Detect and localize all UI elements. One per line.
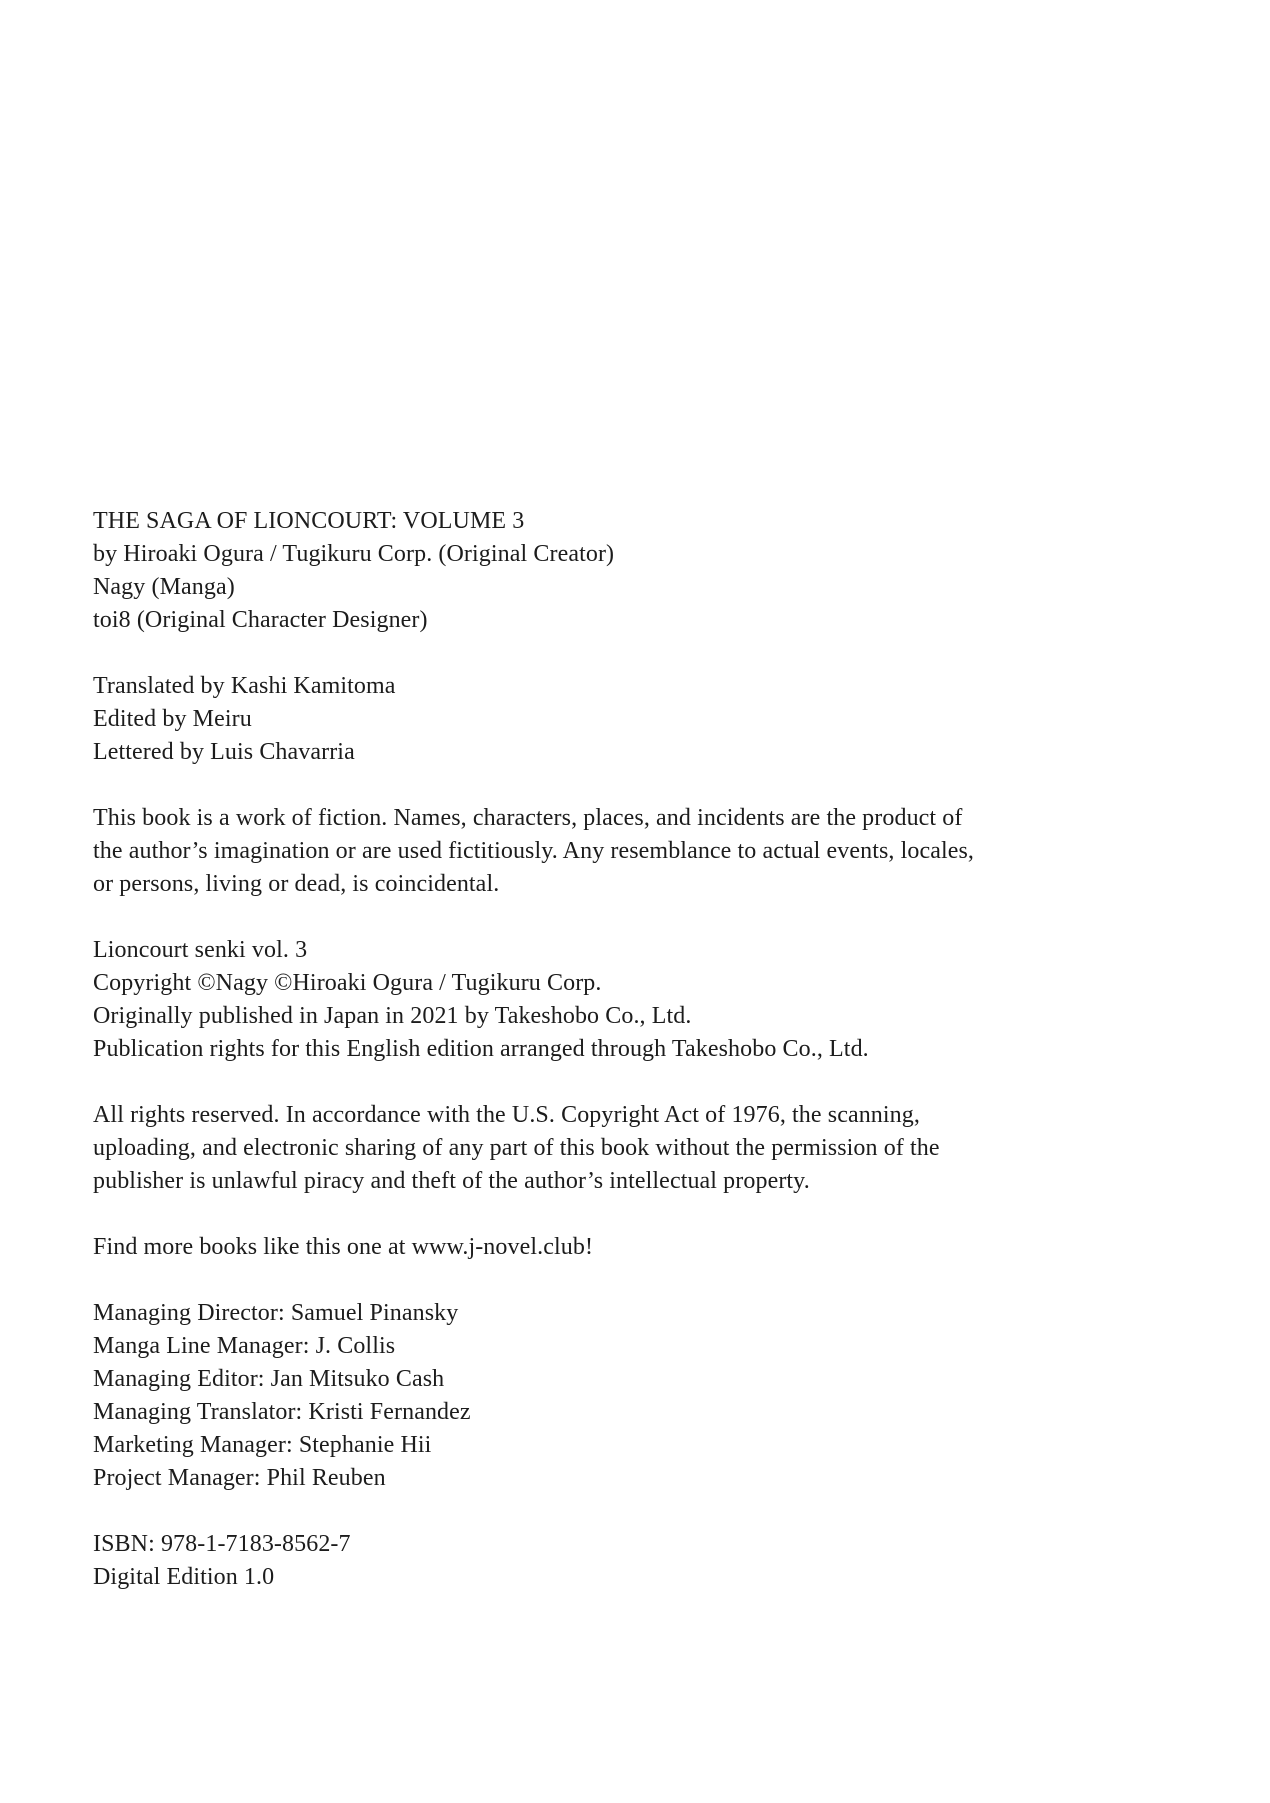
original-publisher-line: Originally published in Japan in 2021 by Takeshobo Co., Ltd. xyxy=(93,1003,692,1029)
translator-credit: Translated by Kashi Kamitoma xyxy=(93,673,396,699)
promo-block xyxy=(93,1231,1200,1264)
book-title: THE SAGA OF LIONCOURT: VOLUME 3 xyxy=(93,508,525,534)
rights-notice-line: All rights reserved. In accordance with the U.S. Copyright Act of 1976, the scanning, xyxy=(93,1102,920,1128)
edition-info-block xyxy=(93,1528,1200,1594)
isbn-line: ISBN: 978-1-7183-8562-7 xyxy=(93,1531,351,1557)
original-title-line: Lioncourt senki vol. 3 xyxy=(93,937,308,963)
digital-edition-line: Digital Edition 1.0 xyxy=(93,1564,275,1590)
character-designer-credit: toi8 (Original Character Designer) xyxy=(93,607,428,633)
manga-artist-credit: Nagy (Manga) xyxy=(93,574,235,600)
fiction-disclaimer-line: or persons, living or dead, is coincidental. xyxy=(93,871,500,897)
project-manager-credit: Project Manager: Phil Reuben xyxy=(93,1465,386,1491)
original-creator-credit: by Hiroaki Ogura / Tugikuru Corp. (Original Creator) xyxy=(93,541,615,567)
manga-line-manager-credit: Manga Line Manager: J. Collis xyxy=(93,1333,396,1359)
staff-credits-block xyxy=(93,1297,1200,1495)
managing-editor-credit: Managing Editor: Jan Mitsuko Cash xyxy=(93,1366,445,1392)
editor-credit: Edited by Meiru xyxy=(93,706,252,732)
rights-notice-block xyxy=(93,1099,1200,1198)
fiction-disclaimer-line: This book is a work of fiction. Names, characters, places, and incidents are the product of xyxy=(93,805,963,831)
fiction-disclaimer-block xyxy=(93,802,1200,901)
original-publication-block xyxy=(93,934,1200,1066)
managing-director-credit: Managing Director: Samuel Pinansky xyxy=(93,1300,459,1326)
promo-line: Find more books like this one at www.j-novel.club! xyxy=(93,1234,594,1260)
localization-credits-block xyxy=(93,670,1200,769)
rights-notice-line: uploading, and electronic sharing of any part of this book without the permission of the xyxy=(93,1135,940,1161)
rights-notice-line: publisher is unlawful piracy and theft of the author’s intellectual property. xyxy=(93,1168,810,1194)
book-title-credits-block xyxy=(93,505,1200,637)
fiction-disclaimer-line: the author’s imagination or are used fictitiously. Any resemblance to actual events, locales, xyxy=(93,838,975,864)
copyright-line: Copyright ©Nagy ©Hiroaki Ogura / Tugikuru Corp. xyxy=(93,970,602,996)
letterer-credit: Lettered by Luis Chavarria xyxy=(93,739,355,765)
managing-translator-credit: Managing Translator: Kristi Fernandez xyxy=(93,1399,471,1425)
publication-rights-line: Publication rights for this English edition arranged through Takeshobo Co., Ltd. xyxy=(93,1036,869,1062)
marketing-manager-credit: Marketing Manager: Stephanie Hii xyxy=(93,1432,432,1458)
